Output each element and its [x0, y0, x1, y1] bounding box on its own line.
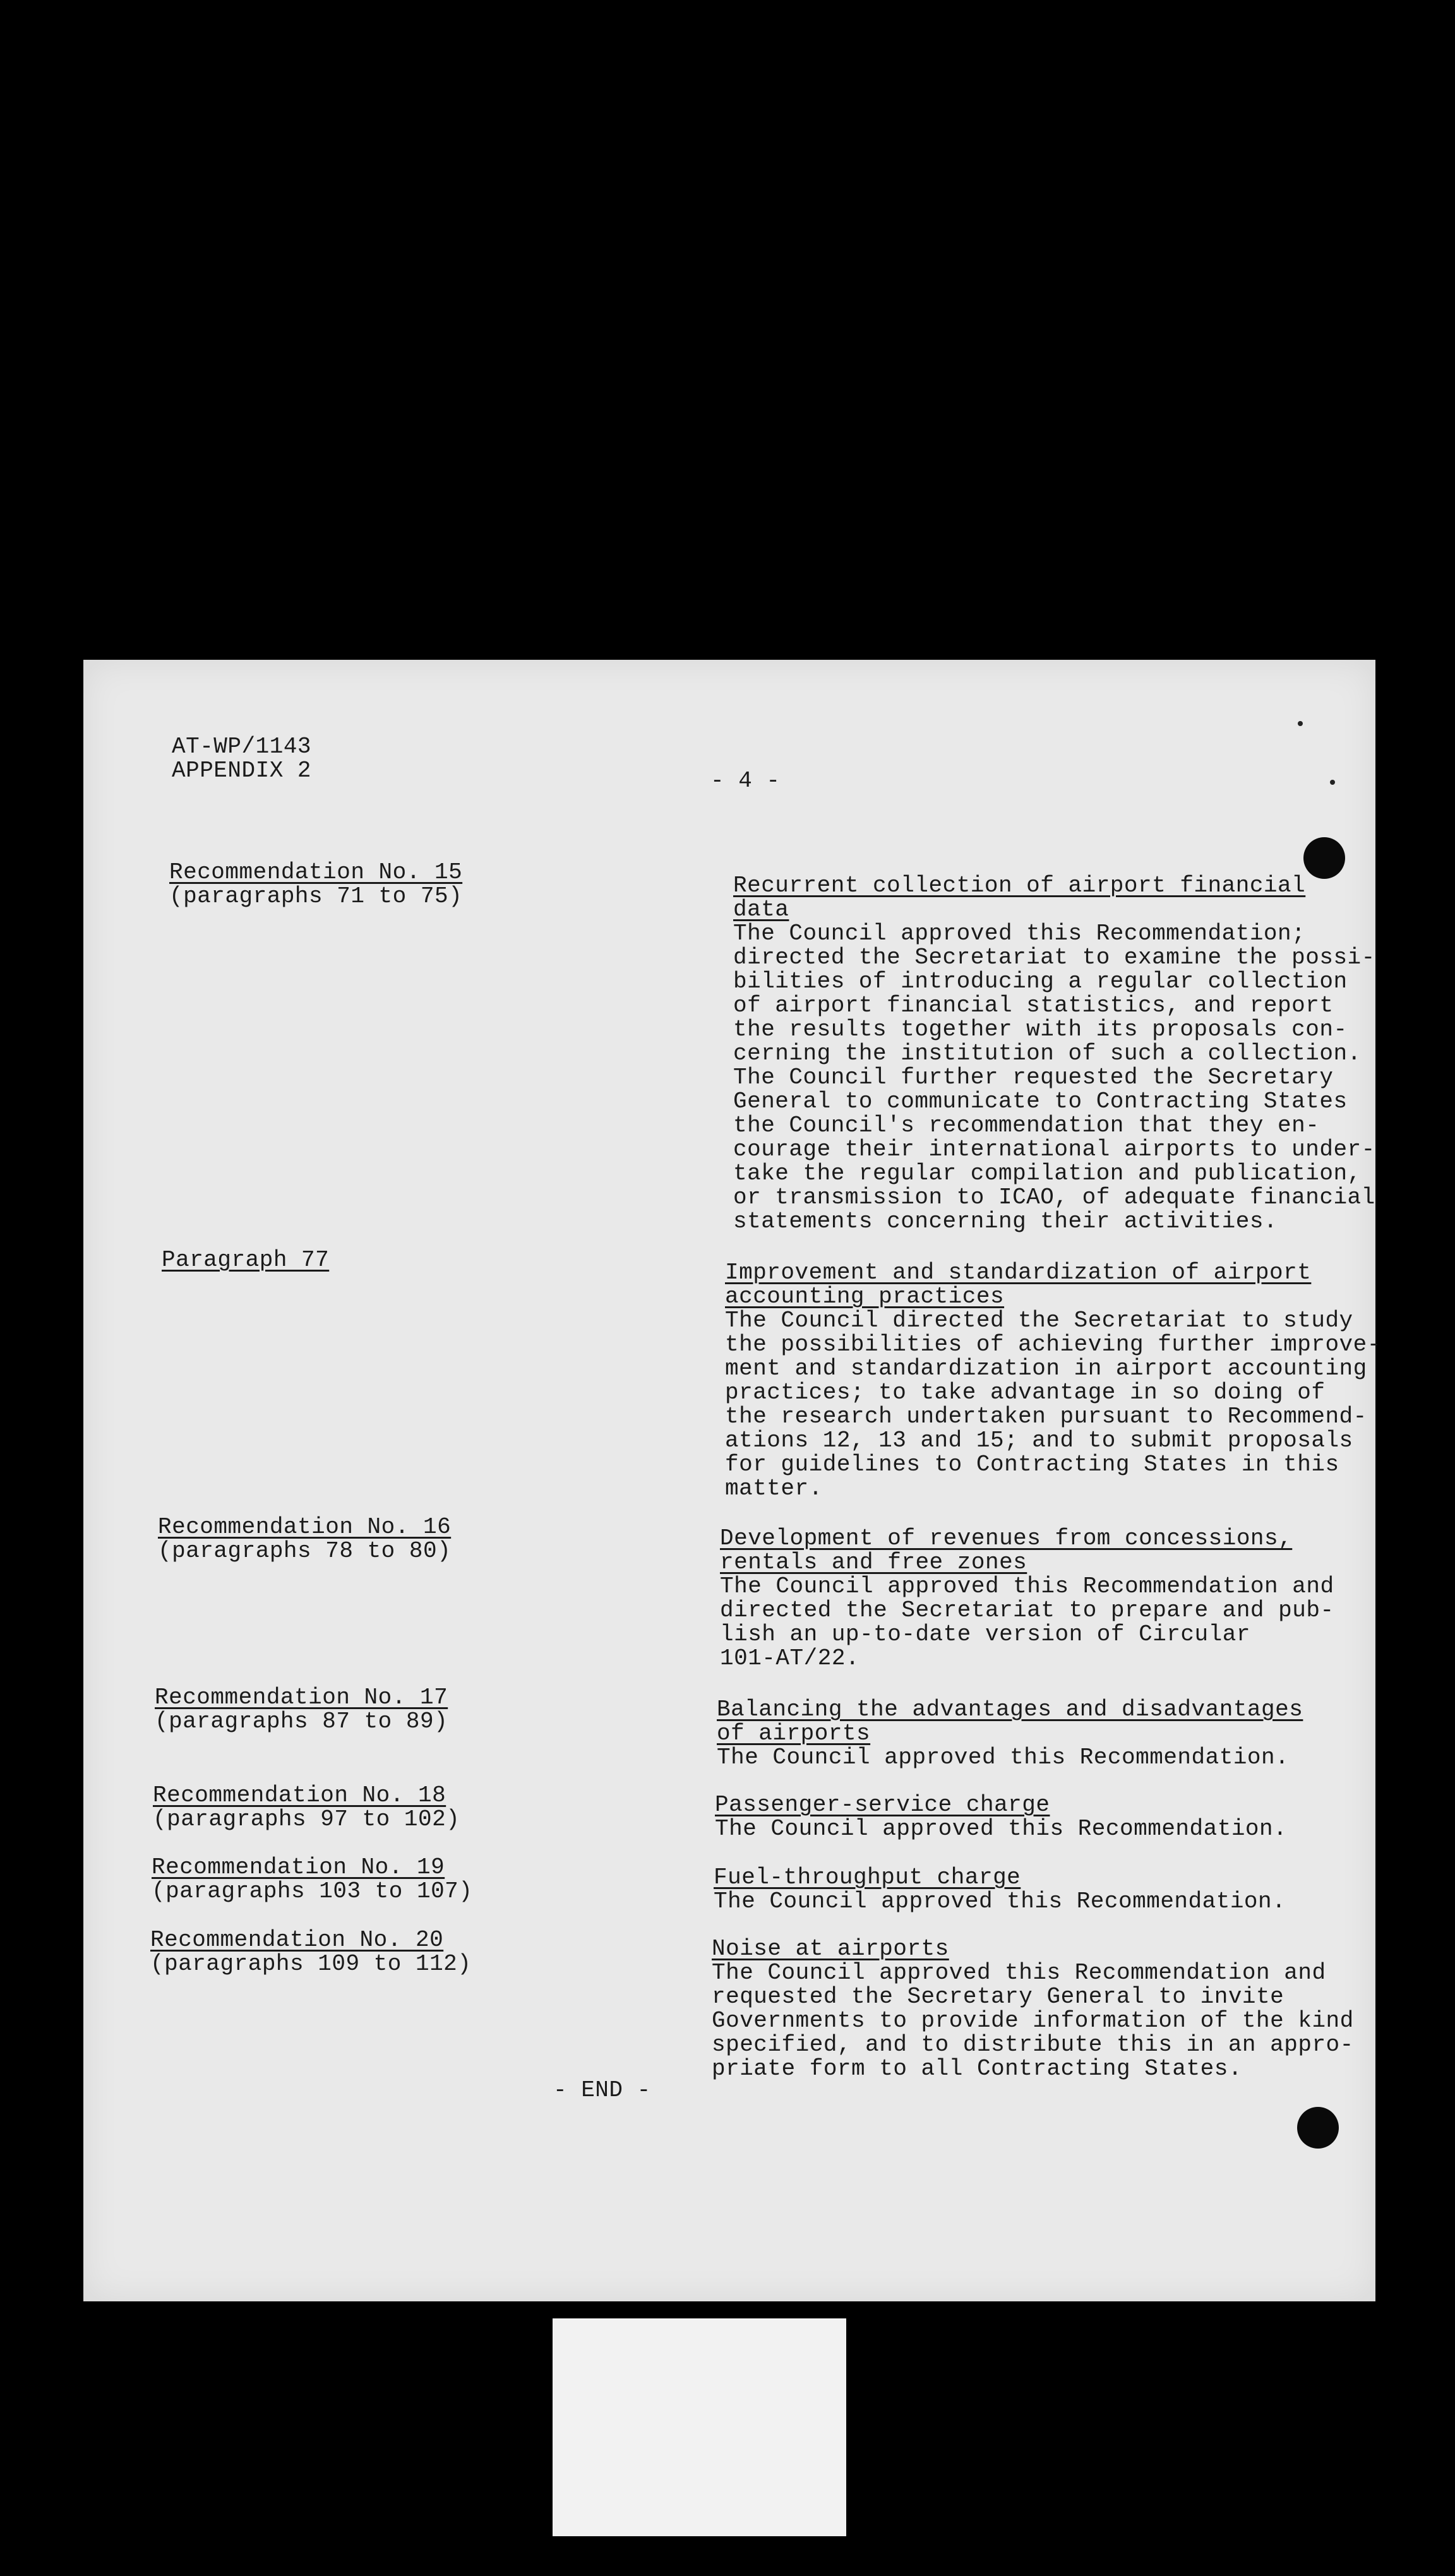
body-line: or transmission to ICAO, of adequate financial	[733, 1184, 1375, 1210]
item-title: rentals and free zones	[720, 1549, 1027, 1575]
speck	[1330, 780, 1335, 785]
end-mark: - END -	[553, 2077, 651, 2103]
body-line: the research undertaken pursuant to Recommend-	[725, 1404, 1367, 1429]
item-reference	[169, 861, 462, 909]
body-line: The Council further requested the Secretary	[733, 1064, 1334, 1090]
reference-paragraphs: (paragraphs 87 to 89)	[155, 1708, 448, 1734]
body-line: for guidelines to Contracting States in this	[725, 1452, 1339, 1477]
body-line: The Council approved this Recommendation.	[715, 1816, 1288, 1842]
item-title: Passenger-service charge	[715, 1792, 1050, 1818]
reference-paragraphs: (paragraphs 71 to 75)	[169, 883, 463, 909]
speck	[1298, 721, 1303, 726]
item-content	[720, 1527, 1334, 1671]
body-line: statements concerning their activities.	[733, 1208, 1278, 1234]
reference-line: Recommendation No. 17	[155, 1685, 448, 1710]
reference-line: Recommendation No. 16	[158, 1514, 452, 1540]
body-line: the Council's recommendation that they en-	[733, 1112, 1320, 1138]
item-content	[714, 1866, 1286, 1914]
punch-hole-bottom	[1297, 2107, 1339, 2149]
body-line: General to communicate to Contracting States	[733, 1088, 1348, 1114]
item-title: Fuel-throughput charge	[714, 1864, 1021, 1890]
body-line: bilities of introducing a regular collection	[733, 969, 1348, 994]
item-title: Development of revenues from concessions,	[720, 1525, 1293, 1551]
body-line: The Council approved this Recommendation;	[733, 921, 1306, 946]
body-line: the possibilities of achieving further improve-	[725, 1332, 1381, 1357]
body-line: courage their international airports to under-	[733, 1136, 1375, 1162]
body-line: The Council approved this Recommendation and	[720, 1573, 1334, 1599]
body-line: take the regular compilation and publication,	[733, 1160, 1362, 1186]
reference-line: Recommendation No. 15	[169, 859, 463, 885]
body-line: cerning the institution of such a collection.	[733, 1041, 1362, 1066]
item-reference	[155, 1686, 448, 1734]
body-line: Governments to provide information of the kind	[712, 2008, 1354, 2034]
body-line: priate form to all Contracting States.	[712, 2056, 1242, 2082]
body-line: lish an up-to-date version of Circular	[720, 1621, 1250, 1647]
item-title: Improvement and standardization of airport	[725, 1260, 1312, 1285]
reference-paragraphs: (paragraphs 97 to 102)	[153, 1806, 460, 1832]
body-line: requested the Secretary General to invite	[712, 1984, 1284, 2010]
appendix-label: APPENDIX 2	[172, 758, 312, 784]
reference-paragraphs: (paragraphs 103 to 107)	[152, 1878, 473, 1904]
punch-hole-top	[1303, 837, 1345, 879]
reference-paragraphs: (paragraphs 78 to 80)	[158, 1538, 452, 1564]
paper-strip	[553, 2318, 846, 2536]
item-title: data	[733, 897, 789, 922]
reference-line: Recommendation No. 19	[152, 1854, 445, 1880]
page-number: - 4 -	[710, 768, 781, 794]
item-title: Recurrent collection of airport financial	[733, 873, 1306, 898]
item-reference	[153, 1784, 460, 1832]
body-line: ations 12, 13 and 15; and to submit proposals	[725, 1428, 1353, 1453]
body-line: practices; to take advantage in so doing of	[725, 1380, 1326, 1405]
reference-paragraphs: (paragraphs 109 to 112)	[150, 1951, 472, 1977]
item-content	[725, 1261, 1381, 1501]
body-line: ment and standardization in airport accounting	[725, 1356, 1367, 1381]
item-reference	[152, 1856, 472, 1904]
reference-line: Recommendation No. 18	[153, 1782, 446, 1808]
body-line: 101-AT/22.	[720, 1645, 860, 1671]
item-title: Noise at airports	[712, 1936, 949, 1962]
item-title: accounting practices	[725, 1284, 1005, 1309]
item-reference	[150, 1928, 471, 1976]
item-title: of airports	[717, 1720, 871, 1746]
body-line: The Council approved this Recommendation.	[714, 1888, 1286, 1914]
body-line: specified, and to distribute this in an appro-	[712, 2032, 1354, 2058]
body-line: The Council directed the Secretariat to study	[725, 1308, 1353, 1333]
body-line: The Council approved this Recommendation and	[712, 1960, 1326, 1986]
item-reference	[162, 1248, 329, 1272]
document-reference: AT-WP/1143	[172, 734, 312, 760]
body-line: The Council approved this Recommendation.	[717, 1744, 1290, 1770]
body-line: of airport financial statistics, and report	[733, 993, 1334, 1018]
body-line: directed the Secretariat to prepare and pub-	[720, 1597, 1334, 1623]
reference-line: Recommendation No. 20	[150, 1927, 444, 1953]
body-line: directed the Secretariat to examine the possi-	[733, 945, 1375, 970]
item-content	[717, 1698, 1303, 1770]
body-line: matter.	[725, 1476, 823, 1501]
item-content	[712, 1937, 1354, 2081]
item-title: Balancing the advantages and disadvantages	[717, 1696, 1303, 1722]
reference-line: Paragraph 77	[162, 1247, 330, 1273]
body-line: the results together with its proposals con-	[733, 1017, 1348, 1042]
item-content	[715, 1793, 1287, 1841]
item-content	[733, 874, 1375, 1234]
item-reference	[158, 1515, 451, 1563]
